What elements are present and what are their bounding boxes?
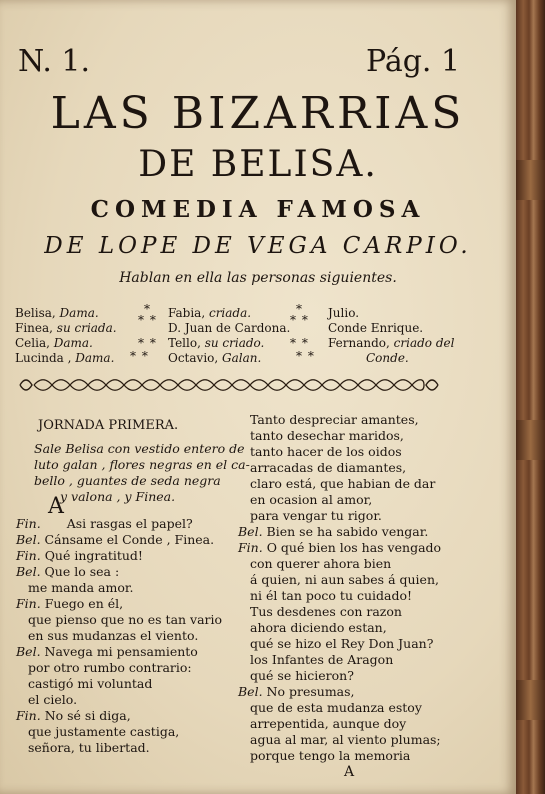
- verse-line: que de esta mudanza estoy: [250, 700, 422, 715]
- verse-line: porque tengo la memoria: [250, 748, 411, 763]
- verse-line: á quien, ni aun sabes á quien,: [250, 572, 439, 587]
- verse-line: Bel. Navega mi pensamiento: [16, 644, 198, 659]
- book-spine: [516, 0, 545, 794]
- genre-line: COMEDIA FAMOSA: [90, 196, 426, 223]
- verse-line: Bel. Cánsame el Conde , Finea.: [16, 532, 215, 547]
- ornament-stars: *: [296, 302, 303, 316]
- verse-line: que pienso que no es tan vario: [28, 612, 223, 627]
- page-number-label: N. 1.: [18, 44, 91, 79]
- ornament-stars: * *: [290, 336, 309, 350]
- verse-line: castigó mi voluntad: [28, 676, 153, 691]
- cast-entry: Julio.: [328, 306, 360, 320]
- verse-line: arrepentida, aunque doy: [250, 716, 407, 731]
- persons-heading: Hablan en ella las personas siguientes.: [119, 270, 397, 286]
- verse-line: me manda amor.: [28, 580, 134, 595]
- ornament-stars: *: [144, 302, 151, 316]
- spine-band: [516, 160, 545, 200]
- verse-line: ahora diciendo estan,: [250, 620, 387, 635]
- spine-band: [516, 680, 545, 720]
- cast-entry: Conde Enrique.: [328, 321, 424, 335]
- cast-entry: Celia, Dama.: [15, 336, 93, 350]
- verse-line: agua al mar, al viento plumas;: [250, 732, 441, 747]
- verse-line: ni él tan poco tu cuidado!: [250, 588, 413, 603]
- ornament-stars: * *: [296, 349, 315, 363]
- act-heading: JORNADA PRIMERA.: [38, 418, 179, 433]
- verse-line: Fin. Asi rasgas el papel?: [16, 516, 193, 531]
- cast-entry: D. Juan de Cardona.: [168, 321, 291, 335]
- verse-line: en sus mudanzas el viento.: [28, 628, 199, 643]
- cast-entry: Belisa, Dama.: [15, 306, 99, 320]
- verse-line: Fin. Qué ingratitud!: [16, 548, 143, 563]
- ornament-stars: * *: [138, 313, 157, 327]
- signature-mark: A: [344, 764, 355, 780]
- ornament-stars: * *: [138, 336, 157, 350]
- verse-line: Fin. O qué bien los has vengado: [238, 540, 442, 555]
- verse-line: Tus desdenes con razon: [250, 604, 402, 619]
- verse-line: señora, tu libertad.: [28, 740, 150, 755]
- verse-line: con querer ahora bien: [250, 556, 392, 571]
- verse-line: que justamente castiga,: [28, 724, 180, 739]
- verse-line: Tanto despreciar amantes,: [250, 412, 419, 427]
- cast-entry: Finea, su criada.: [15, 321, 117, 335]
- play-title-2: DE BELISA.: [138, 144, 378, 185]
- verse-line: arracadas de diamantes,: [250, 460, 407, 475]
- ornamental-rule: [14, 373, 444, 397]
- verse-line: el cielo.: [28, 692, 78, 707]
- verse-line: Fin. Fuego en él,: [16, 596, 124, 611]
- spine-band: [516, 420, 545, 460]
- verse-line: tanto hacer de los oidos: [250, 444, 402, 459]
- verse-line: los Infantes de Aragon: [250, 652, 394, 667]
- stage-direction: bello , guantes de seda negra: [34, 473, 221, 488]
- cast-entry: Fabia, criada.: [168, 306, 252, 320]
- verse-line: Fin. No sé si diga,: [16, 708, 131, 723]
- verse-line: Bel. No presumas,: [238, 684, 355, 699]
- page-number: Pág. 1: [366, 44, 461, 79]
- play-title: LAS BIZARRIAS: [50, 88, 466, 139]
- stage-direction: luto galan , flores negras en el ca-: [34, 457, 250, 472]
- ornament-stars: * *: [290, 313, 309, 327]
- verse-line: tanto desechar maridos,: [250, 428, 404, 443]
- verse-line: qué se hicieron?: [250, 668, 354, 683]
- verse-line: claro está, que habian de dar: [250, 476, 436, 491]
- cast-entry: Conde.: [366, 351, 409, 365]
- verse-line: para vengar tu rigor.: [250, 508, 382, 523]
- cast-entry: Fernando, criado del: [328, 336, 455, 350]
- verse-line: Bel. Bien se ha sabido vengar.: [238, 524, 429, 539]
- verse-line: en ocasion al amor,: [250, 492, 373, 507]
- verse-line: Bel. Que lo sea :: [16, 564, 120, 579]
- cast-entry: Tello, su criado.: [168, 336, 265, 350]
- stage-direction: y valona , y Finea.: [60, 489, 176, 504]
- cast-entry: Lucinda , Dama.: [15, 351, 115, 365]
- verse-line: qué se hizo el Rey Don Juan?: [250, 636, 434, 651]
- drop-cap: A: [48, 494, 64, 519]
- stage-direction: Sale Belisa con vestido entero de: [34, 441, 245, 456]
- cast-entry: Octavio, Galan.: [168, 351, 262, 365]
- author-line: DE LOPE DE VEGA CARPIO.: [44, 233, 472, 259]
- ornament-stars: * *: [130, 349, 149, 363]
- verse-line: por otro rumbo contrario:: [28, 660, 192, 675]
